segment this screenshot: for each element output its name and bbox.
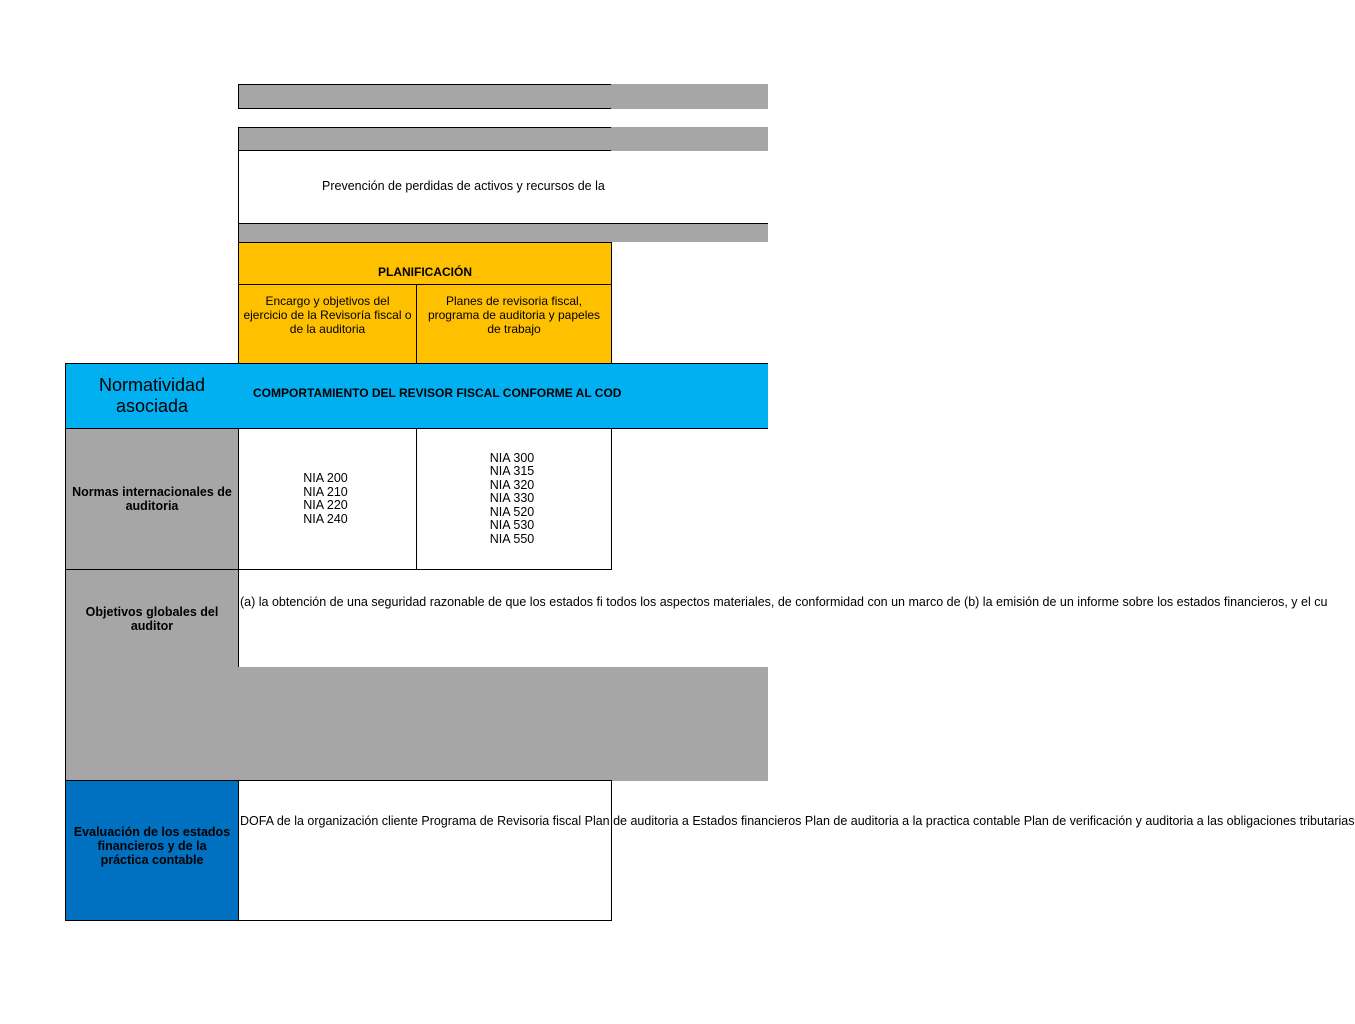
section-header-bar-ext bbox=[611, 127, 768, 151]
section-header-bar bbox=[238, 127, 612, 151]
planning-title: PLANIFICACIÓN bbox=[238, 242, 612, 285]
normatividad-label: Normatividad asociada bbox=[65, 363, 239, 429]
nia-row-label: Normas internacionales de auditoria bbox=[65, 428, 239, 570]
top-title-bar-ext bbox=[611, 84, 768, 109]
planning-col1: Encargo y objetivos del ejercicio de la Revisoría fiscal o de la auditoria bbox=[238, 284, 417, 364]
objetivos-label: Objetivos globales del auditor bbox=[65, 569, 239, 668]
normatividad-banner-text: COMPORTAMIENTO DEL REVISOR FISCAL CONFORME AL COD bbox=[253, 386, 622, 400]
nia-list-2: NIA 300 NIA 315 NIA 320 NIA 330 NIA 520 NIA 530 NIA 550 bbox=[416, 428, 612, 570]
nia-list-1: NIA 200 NIA 210 NIA 220 NIA 240 bbox=[238, 428, 417, 570]
planning-col2: Planes de revisoria fiscal, programa de auditoria y papeles de trabajo bbox=[416, 284, 612, 364]
evaluacion-items: DOFA de la organización cliente Programa de Revisoria fiscal Plan de auditoria a Estados financieros Plan de auditoria a la practica contable Plan de verificación y auditoria a las obligaciones tributarias bbox=[240, 814, 1355, 828]
gray-separator-bar bbox=[238, 224, 768, 242]
gray-empty-band bbox=[65, 667, 768, 781]
prevention-text: Prevención de perdidas de activos y recursos de la bbox=[322, 179, 605, 193]
objetivos-text: (a) la obtención de una seguridad razonable de que los estados fi todos los aspectos materiales, de conformidad con un marco de (b) la emisión de un informe sobre los estados financieros, y el cu bbox=[240, 595, 1328, 609]
evaluacion-label: Evaluación de los estados financieros y de la práctica contable bbox=[65, 780, 239, 921]
top-title-bar bbox=[238, 84, 612, 109]
